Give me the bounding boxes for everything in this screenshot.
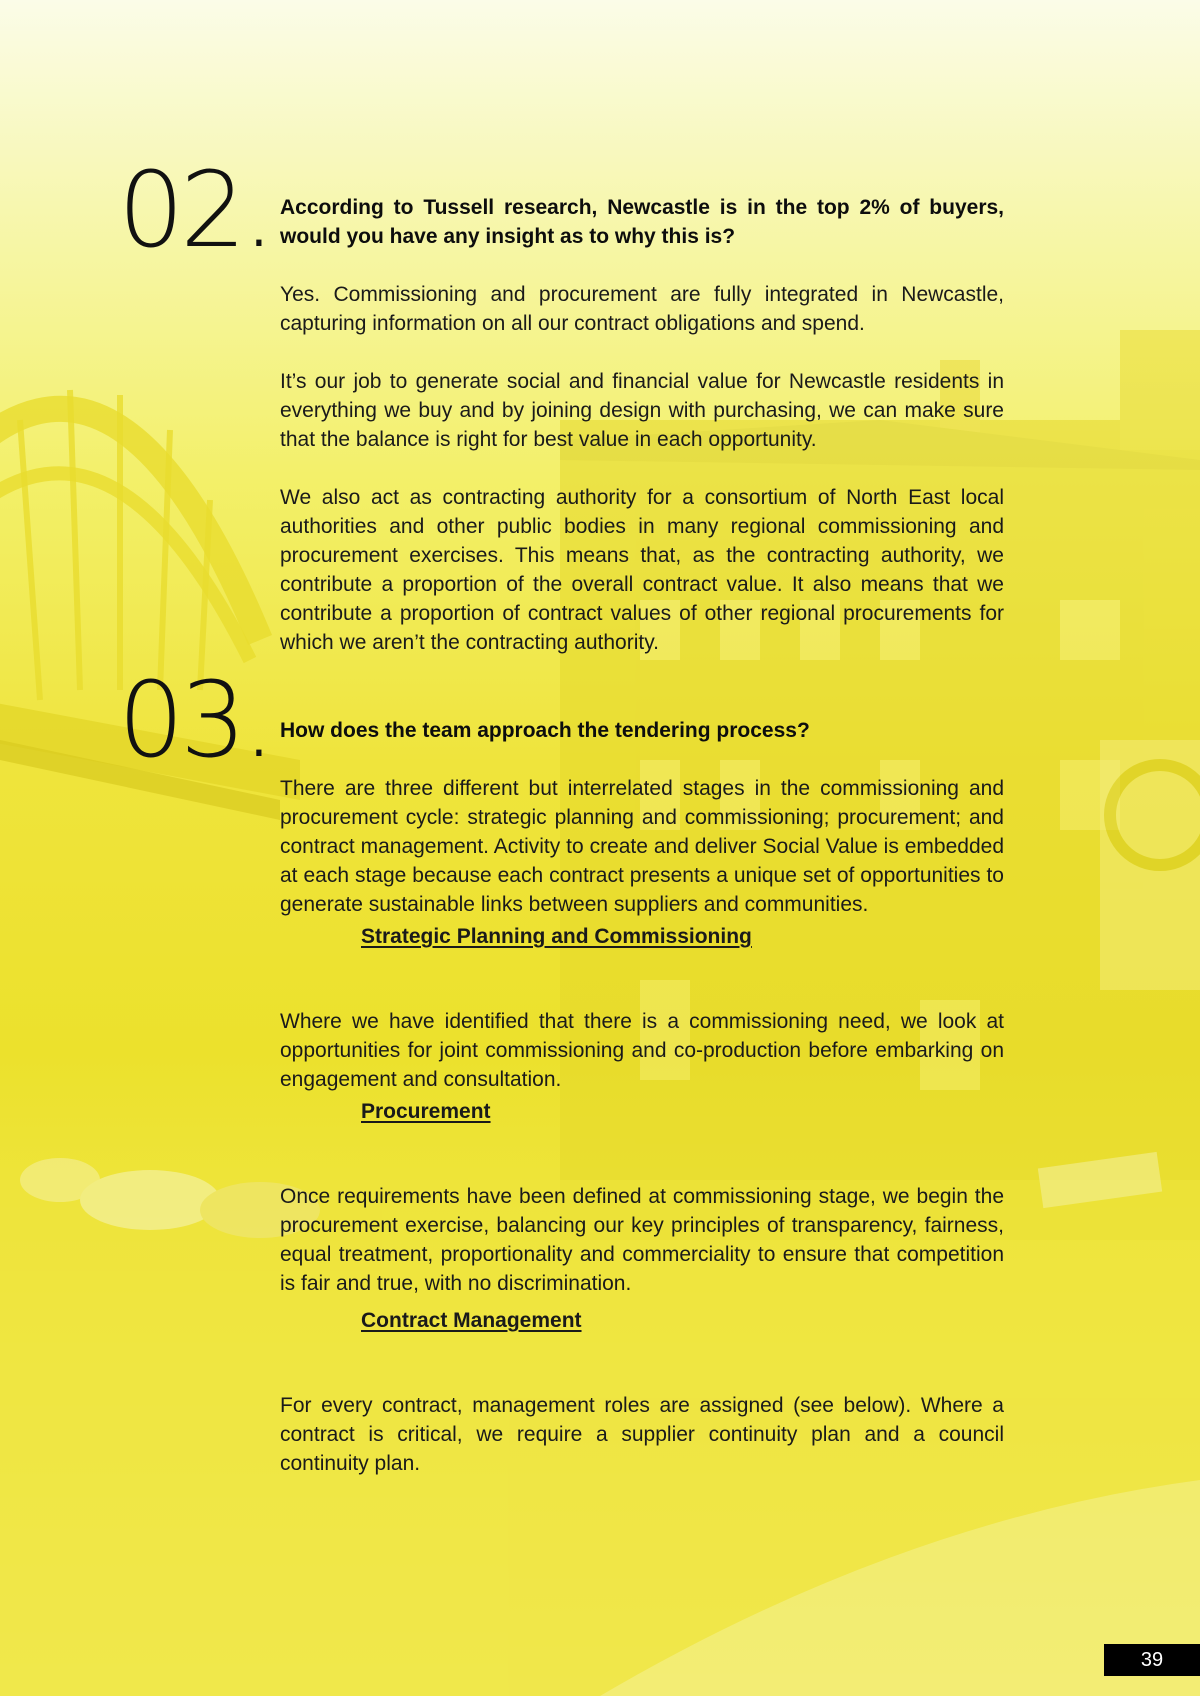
- section-03-intro: There are three different but interrelated stages in the commissioning and procurement cycle: strategic planning and commissioning; procurement; and contract management. Activity to create and deliver Social Value is embedded at each stage because each contract presents a unique set of opportunities to generate sustainable links between suppliers and communities.: [280, 777, 1004, 916]
- stage-heading-contract-management: Contract Management: [361, 1309, 582, 1332]
- section-number-03: 03.: [118, 659, 272, 781]
- section-02-question: According to Tussell research, Newcastle is in the top 2% of buyers, would you have any insight as to why this is?: [280, 196, 1004, 248]
- section-03-question: How does the team approach the tendering process?: [280, 719, 810, 742]
- section-02-paragraph-2: It’s our job to generate social and financial value for Newcastle residents in everything we buy and by joining design with purchasing, we can make sure that the balance is right for best value in each opportunity.: [280, 370, 1004, 451]
- section-number-02: 02.: [118, 149, 272, 271]
- stage-heading-strategic-planning: Strategic Planning and Commissioning: [361, 925, 752, 948]
- stage-text-strategic-planning: Where we have identified that there is a commissioning need, we look at opportunities for joint commissioning and co-production before embarking on engagement and consultation.: [280, 1010, 1004, 1091]
- stage-text-procurement: Once requirements have been defined at commissioning stage, we begin the procurement exercise, balancing our key principles of transparency, fairness, equal treatment, proportionality and commerciality to ensure that competition is fair and true, with no discrimination.: [280, 1185, 1004, 1295]
- stage-heading-procurement: Procurement: [361, 1100, 491, 1123]
- section-02-paragraph-1: Yes. Commissioning and procurement are fully integrated in Newcastle, capturing information on all our contract obligations and spend.: [280, 283, 1004, 335]
- section-02-column: [280, 193, 1004, 657]
- page-number: 39: [1104, 1644, 1200, 1676]
- stage-text-contract-management: For every contract, management roles are assigned (see below). Where a contract is critical, we require a supplier continuity plan and a council continuity plan.: [280, 1394, 1004, 1475]
- section-02-paragraph-3: We also act as contracting authority for a consortium of North East local authorities and other public bodies in many regional commissioning and procurement exercises. This means that, as the contracting authority, we contribute a proportion of the overall contract value. It also means that we contribute a proportion of contract values of other regional procurements for which we aren’t the contracting authority.: [280, 486, 1004, 654]
- section-03-column: [280, 716, 1004, 1478]
